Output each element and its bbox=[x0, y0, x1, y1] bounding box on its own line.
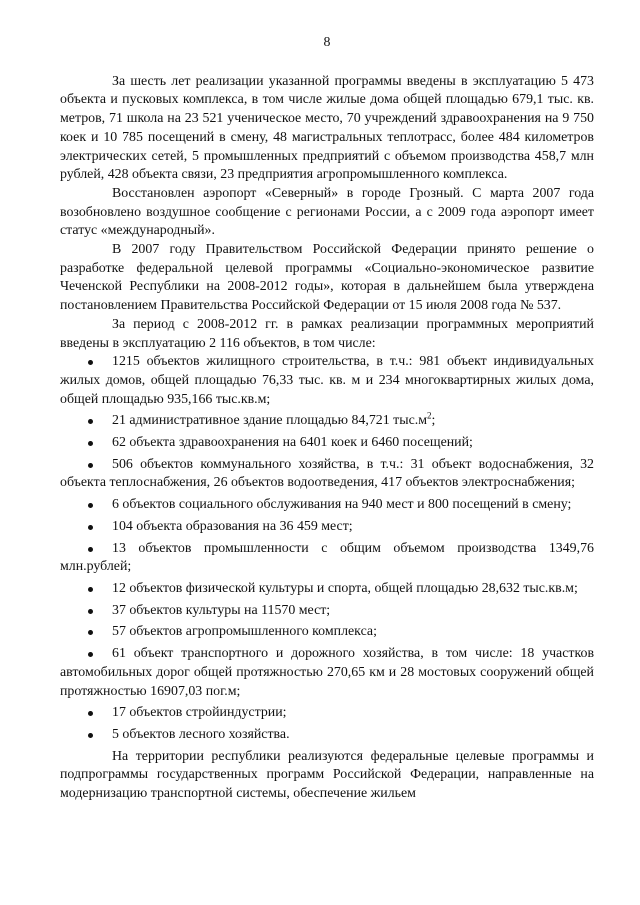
list-item-text: 21 административное здание площадью 84,721 тыс.м bbox=[112, 413, 427, 429]
bullet-icon bbox=[88, 652, 93, 657]
list-item bbox=[60, 726, 594, 745]
bullet-icon bbox=[88, 463, 93, 468]
bullet-icon bbox=[88, 441, 93, 446]
list-item-suffix: ; bbox=[431, 413, 436, 429]
objects-list bbox=[60, 353, 594, 744]
superscript: 2 bbox=[427, 410, 432, 421]
list-item bbox=[60, 434, 594, 453]
list-item-text: 12 объектов физической культуры и спорта, общей площадью 28,632 тыс.кв.м; bbox=[112, 580, 578, 596]
intro-paragraphs bbox=[60, 73, 594, 354]
list-item bbox=[60, 540, 594, 577]
list-item-text: 62 объекта здравоохранения на 6401 коек и 6460 посещений; bbox=[112, 435, 473, 451]
list-item bbox=[60, 518, 594, 537]
list-item bbox=[60, 645, 594, 701]
list-item-text: 13 объектов промышленности с общим объемом производства 1349,76 млн.рублей; bbox=[60, 540, 594, 575]
list-item bbox=[60, 602, 594, 621]
list-item bbox=[60, 623, 594, 642]
paragraph: За период с 2008-2012 гг. в рамках реализации программных мероприятий введены в эксплуатацию 2 116 объектов, в том числе: bbox=[60, 316, 594, 351]
paragraph: На территории республики реализуются федеральные целевые программы и подпрограммы государственных программ Российской Федерации, направленные на модернизацию транспортной системы, обеспечение жильем bbox=[60, 748, 594, 802]
list-item bbox=[60, 580, 594, 599]
paragraph: В 2007 году Правительством Российской Федерации принято решение о разработке федеральной целевой программы «Социально-экономическое развитие Чеченской Республики на 2008-2012 годы», которая в дальнейшем была утверждена постановлением Правительства Российской Федерации от 15 июля 2008 года № 537. bbox=[60, 242, 594, 314]
bullet-icon bbox=[88, 547, 93, 552]
bullet-icon bbox=[88, 525, 93, 530]
list-item bbox=[60, 704, 594, 723]
list-item-text: 5 объектов лесного хозяйства. bbox=[112, 726, 290, 742]
bullet-icon bbox=[88, 609, 93, 614]
list-item bbox=[60, 353, 594, 409]
page-number: 8 bbox=[323, 35, 331, 50]
list-item-text: 104 объекта образования на 36 459 мест; bbox=[112, 518, 353, 534]
list-item-text: 17 объектов стройиндустрии; bbox=[112, 705, 287, 721]
list-item bbox=[60, 412, 594, 431]
bullet-icon bbox=[88, 630, 93, 635]
closing-paragraphs bbox=[60, 748, 594, 804]
paragraph: За шесть лет реализации указанной программы введены в эксплуатацию 5 473 объекта и пусковых комплекса, в том числе жилые дома общей площадью 679,1 тыс. кв. метров, 71 школа на 23 521 ученическое место, 70 учреждений здравоохранения на 9 750 коек и 10 785 посещений в смену, 48 магистральных теплотрасс, более 484 километров электрических сетей, 5 промышленных предприятий с объемом производства 458,7 млн рублей, 428 объекта связи, 23 предприятия агропромышленного комплекса. bbox=[60, 73, 594, 183]
list-item bbox=[60, 496, 594, 515]
paragraph: Восстановлен аэропорт «Северный» в городе Грозный. С марта 2007 года возобновлено воздушное сообщение с регионами России, а с 2009 года аэропорт имеет статус «международный». bbox=[60, 185, 594, 239]
bullet-icon bbox=[88, 587, 93, 592]
list-item-text: 61 объект транспортного и дорожного хозяйства, в том числе: 18 участков автомобильных дорог общей протяжностью 270,65 км и 28 мостовых сооружений общей протяжностью 16907,03 пог.м; bbox=[60, 646, 594, 699]
bullet-icon bbox=[88, 503, 93, 508]
bullet-icon bbox=[88, 711, 93, 716]
bullet-icon bbox=[88, 360, 93, 365]
list-item bbox=[60, 456, 594, 493]
list-item-text: 1215 объектов жилищного строительства, в т.ч.: 981 объект индивидуальных жилых домов, общей площадью 76,33 тыс. кв. м и 234 многоквартирных жилых дома, общей площадью 935,166 тыс.кв.м; bbox=[60, 354, 594, 407]
bullet-icon bbox=[88, 733, 93, 738]
bullet-icon bbox=[88, 419, 93, 424]
list-item-text: 6 объектов социального обслуживания на 940 мест и 800 посещений в смену; bbox=[112, 497, 572, 513]
list-item-text: 506 объектов коммунального хозяйства, в т.ч.: 31 объект водоснабжения, 32 объекта теплоснабжения, 26 объектов водоотведения, 417 объектов электроснабжения; bbox=[60, 456, 594, 491]
list-item-text: 57 объектов агропромышленного комплекса; bbox=[112, 624, 377, 640]
list-item-text: 37 объектов культуры на 11570 мест; bbox=[112, 602, 331, 618]
